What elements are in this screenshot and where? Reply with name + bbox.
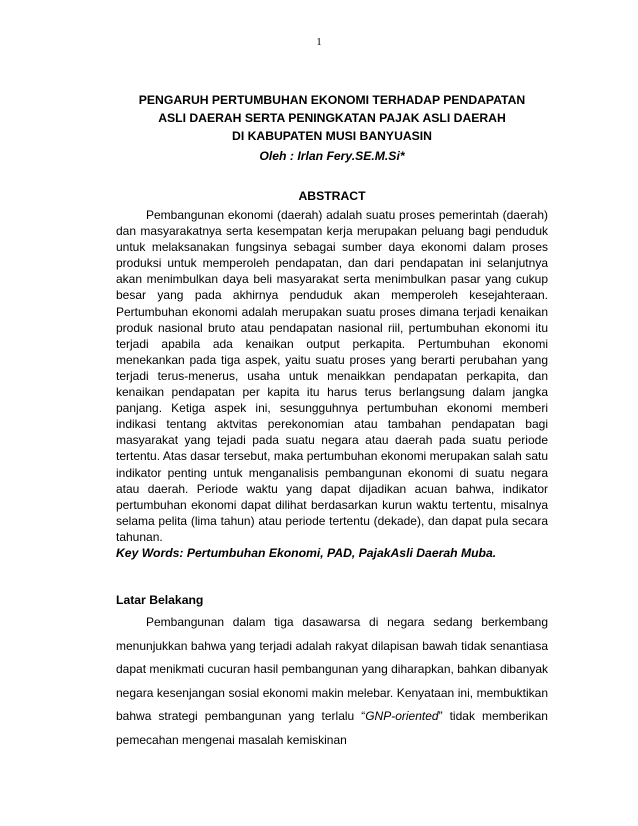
body-paragraph <box>116 611 548 753</box>
title-line-2: ASLI DAERAH SERTA PENINGKATAN PAJAK ASLI DAERAH <box>158 111 506 125</box>
abstract-paragraph: Pembangunan ekonomi (daerah) adalah suatu proses pemerintah (daerah) dan masyarakatnya serta kesempatan kerja merupakan peluang bagi penduduk untuk melaksanakan fungsinya sebagai sumber daya ekonomi dalam proses produksi untuk memperoleh pendapatan, dan dari pendapatan ini selanjutnya akan menimbulkan daya beli masyarakat serta menimbulkan pasar yang cukup besar yang pada akhirnya penduduk akan memperoleh kesejahteraan. Pertumbuhan ekonomi adalah merupakan suatu proses dimana terjadi kenaikan produk nasional bruto atau pendapatan nasional riil, pertumbuhan ekonomi itu terjadi apabila ada kenaikan output perkapita. Pertumbuhan ekonomi menekankan pada tiga aspek, yaitu suatu proses yang berarti perubahan yang terjadi terus-menerus, usaha untuk menaikkan pendapatan perkapita, dan kenaikan pendapatan per kapita itu harus terus berlangsung dalam jangka panjang. Ketiga aspek ini, sesungguhnya pertumbuhan ekonomi memberi indikasi tentang aktvitas perekonomian atau tambahan pendapatan bagi masyarakat yang tejadi pada suatu negara atau daerah pada suatu periode tertentu. Atas dasar tersebut, maka pertumbuhan ekonomi merupakan salah satu indikator penting untuk menganalisis pembangunan ekonomi di suatu negara atau daerah. Periode waktu yang dapat dijadikan acuan bahwa, indikator pertumbuhan ekonomi dapat dilihat berdasarkan kurun waktu tertentu, misalnya selama pelita (lima tahun) atau periode tertentu (dekade), dan dapat pula secara tahunan. <box>116 208 548 544</box>
body-text-start: Pembangunan dalam tiga dasawarsa di negara sedang berkembang menunjukkan bahwa yang terjadi adalah rakyat dilapisan bawah tidak senantiasa dapat menikmati cucuran hasil pembangunan yang diharapkan, bahkan dibanyak negara kesenjangan sosial ekonomi makin melebar. Kenyataan ini, membuktikan bahwa strategi pembangunan yang terlalu “ <box>116 615 548 724</box>
body-text-emphasis: GNP-oriented <box>365 709 439 724</box>
section-heading: Latar Belakang <box>116 593 204 607</box>
keywords-line: Key Words: Pertumbuhan Ekonomi, PAD, PajakAsli Daerah Muba. <box>116 546 497 560</box>
paper-title <box>116 91 548 145</box>
title-line-3: DI KABUPATEN MUSI BANYUASIN <box>232 129 432 143</box>
page-number: 1 <box>316 36 322 48</box>
abstract-heading: ABSTRACT <box>298 189 366 203</box>
title-line-1: PENGARUH PERTUMBUHAN EKONOMI TERHADAP PENDAPATAN <box>138 93 526 107</box>
author-line: Oleh : Irlan Fery.SE.M.Si* <box>259 149 405 163</box>
body-text-end: ” tidak memberikan pemecahan mengenai masalah kemiskinan <box>116 709 548 747</box>
